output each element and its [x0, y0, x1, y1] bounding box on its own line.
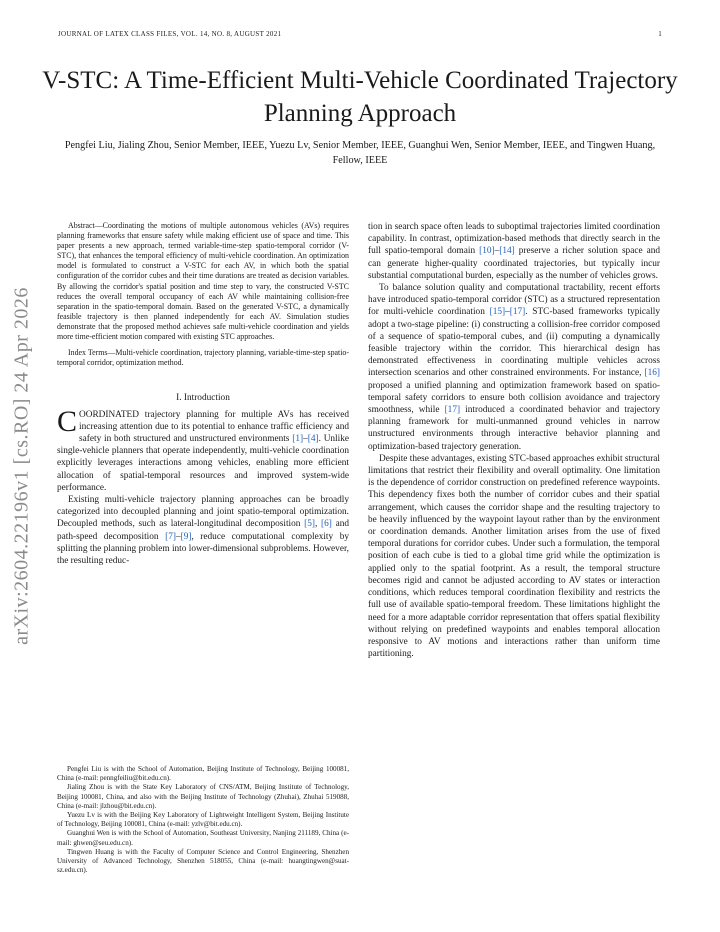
citation-link[interactable]: [5]: [304, 519, 315, 530]
citation-link[interactable]: [15]: [489, 307, 506, 318]
citation-link[interactable]: [7]: [165, 531, 176, 542]
intro-paragraph-2: Existing multi-vehicle trajectory planning approaches can be broadly categorized into decoupled planning and joint spatio-temporal optimization. Decoupled methods, such as lateral-longitudinal decomposition [5], [6] and path-speed decomposition [7]–[9], reduce computational complexity by splitting the planning problem into lower-dimensional subproblems. However, the resulting reduc-: [57, 494, 350, 566]
citation-link[interactable]: [17]: [509, 307, 526, 318]
running-header: [58, 30, 662, 42]
intro-paragraph-4: Despite these advantages, existing STC-based approaches exhibit structural limitations that restrict their flexibility and overall optimality. One limitation is the dependence of corridor construction on predefined reference waypoints. This dependency fixes both the number of corridor cubes and their spatial arrangement, which causes the corridor shape and the resulting trajectory to be heavily influenced by the waypoint layout rather than by the environment or coordination demands. Another limitation arises from the use of fixed temporal durations for corridor cubes. Under such a formulation, the temporal position of each cube is tied to a global time grid while the optimization is applied only to the spatial footprint. As a result, the temporal structure becomes rigid and cannot be adjusted according to AV states or interaction conditions, which reduces temporal coordination flexibility and restricts the full use of available spatio-temporal freedom. These limitations highlight the need for a more adaptable corridor representation that offers spatial flexibility without relying on predefined waypoints and enables temporal allocation responsive to AV motions and interactions rather than uniform time partitioning.: [368, 453, 660, 660]
citation-link[interactable]: [4]: [307, 433, 319, 444]
journal-header: JOURNAL OF LATEX CLASS FILES, VOL. 14, NO. 8, AUGUST 2021: [58, 30, 282, 38]
left-column: [57, 221, 349, 567]
citation-link[interactable]: [1]: [292, 433, 304, 444]
author-footnotes: [57, 765, 349, 875]
footnote: Guanghui Wen is with the School of Automation, Southeast University, Nanjing 211189, China (e-mail: ghwen@seu.edu.cn).: [57, 829, 349, 847]
intro-paragraph-3: To balance solution quality and computational tractability, recent efforts have introduced spatio-temporal corridor (STC) as a structured representation for multi-vehicle coordination [15]–[17]. STC-based frameworks typically adopt a two-stage pipeline: (i) constructing a collision-free corridor composed of a sequence of spatio-temporal cubes, and (ii) computing a dynamically feasible trajectory within the corridor. This hierarchical design has demonstrated effectiveness in coordinating multiple vehicles across intersection scenarios and other constrained environments. For instance, [16] proposed a unified planning and optimization framework based on spatio-temporal safety corridors to ensure both collision avoidance and trajectory smoothness, while [17] introduced a coordinated behavior and trajectory planning framework for multi-unmanned ground vehicles in narrow unstructured environments through interactive behavior planning and optimization-based trajectory generation.: [368, 283, 661, 452]
intro-paragraph-1: COORDINATED trajectory planning for multiple AVs has received increasing attention due to its potential to enhance traffic efficiency and safety in both structured and unstructured environments [1]–[4]. Unlike single-vehicle planners that operate independently, multi-vehicle coordination explicitly leverages interactions among vehicles, enabling more efficient allocation of spatial-temporal resources and improved system-wide performance.: [57, 404, 350, 493]
paper-title: V-STC: A Time-Efficient Multi-Vehicle Coordinated Trajectory Planning Approach: [42, 67, 678, 127]
citation-link[interactable]: [9]: [180, 531, 192, 542]
page-number: 1: [658, 30, 662, 38]
citation-link[interactable]: [10]: [479, 246, 495, 257]
arxiv-identifier: arXiv:2604.22196v1 [cs.RO] 24 Apr 2026: [10, 287, 33, 645]
abstract: Abstract—Coordinating the motions of multiple autonomous vehicles (AVs) requires planning frameworks that ensure safety while making efficient use of space and time. This paper presents a new approach, termed variable-time-step spatio-temporal corridor (V-STC), that enhances the temporal efficiency of multi-vehicle coordination. An optimization model is formulated to construct a V-STC for each AV, in which both the spatial configuration of the corridor cubes and their time durations are treated as decision variables. By allowing the corridor's spatial position and time step to vary, the constructed V-STC reduces the overall temporal occupancy of each AV while maintaining collision-free separation in the spatio-temporal domain. Based on the generated V-STC, a dynamically feasible trajectory is then planned independently for each AV. Simulation studies demonstrate that the proposed method achieves safe multi-vehicle coordination and yields more time-efficient motion compared with existing STC approaches.: [57, 221, 349, 342]
footnote: Yuezu Lv is with the Beijing Key Laboratory of Lightweight Intelligent System, Beijing Institute of Technology, Beijing 100081, China (e-mail: yzlv@bit.edu.cn).: [57, 811, 349, 829]
citation-link[interactable]: [14]: [499, 246, 515, 257]
citation-link[interactable]: [6]: [321, 519, 332, 530]
index-terms: Index Terms—Multi-vehicle coordination, trajectory planning, variable-time-step spatio-temporal corridor, optimization method.: [57, 348, 349, 368]
intro-paragraph-2-continued: tion in search space often leads to suboptimal trajectories limited coordination capability. In contrast, optimization-based methods that directly search in the full spatio-temporal domain [10]–[14] preserve a richer solution space and can generate higher-quality coordinated trajectories, but typically incur substantial computational burden, especially as the number of vehicles grows.: [368, 222, 660, 281]
right-column: [368, 221, 660, 660]
section-heading-introduction: I. Introduction: [176, 393, 230, 404]
author-list: Pengfei Liu, Jialing Zhou, Senior Member, IEEE, Yuezu Lv, Senior Member, IEEE, Guanghui Wen, Senior Member, IEEE, and Tingwen Huang, Fellow, IEEE: [64, 140, 656, 166]
footnote: Jialing Zhou is with the State Key Laboratory of CNS/ATM, Beijing Institute of Technology, Beijing 100081, China, and also with the Beijing Institute of Technology (Zhuhai), Zhuhai 519088, China (e-mail: jlzhou@bit.edu.cn).: [57, 783, 349, 810]
citation-link[interactable]: [17]: [444, 405, 461, 416]
citation-link[interactable]: [16]: [644, 368, 660, 379]
footnote: Pengfei Liu is with the School of Automation, Beijing Institute of Technology, Beijing 100081, China (e-mail: penngfeiliu@bit.edu.cn).: [57, 765, 349, 783]
arxiv-sidebar: [0, 0, 44, 932]
footnote: Tingwen Huang is with the Faculty of Computer Science and Control Engineering, Shenzhen University of Advanced Technology, Shenzhen 518055, China (e-mail: huangtingwen@suat-sz.edu.cn).: [57, 847, 349, 875]
drop-cap: C: [57, 404, 78, 438]
